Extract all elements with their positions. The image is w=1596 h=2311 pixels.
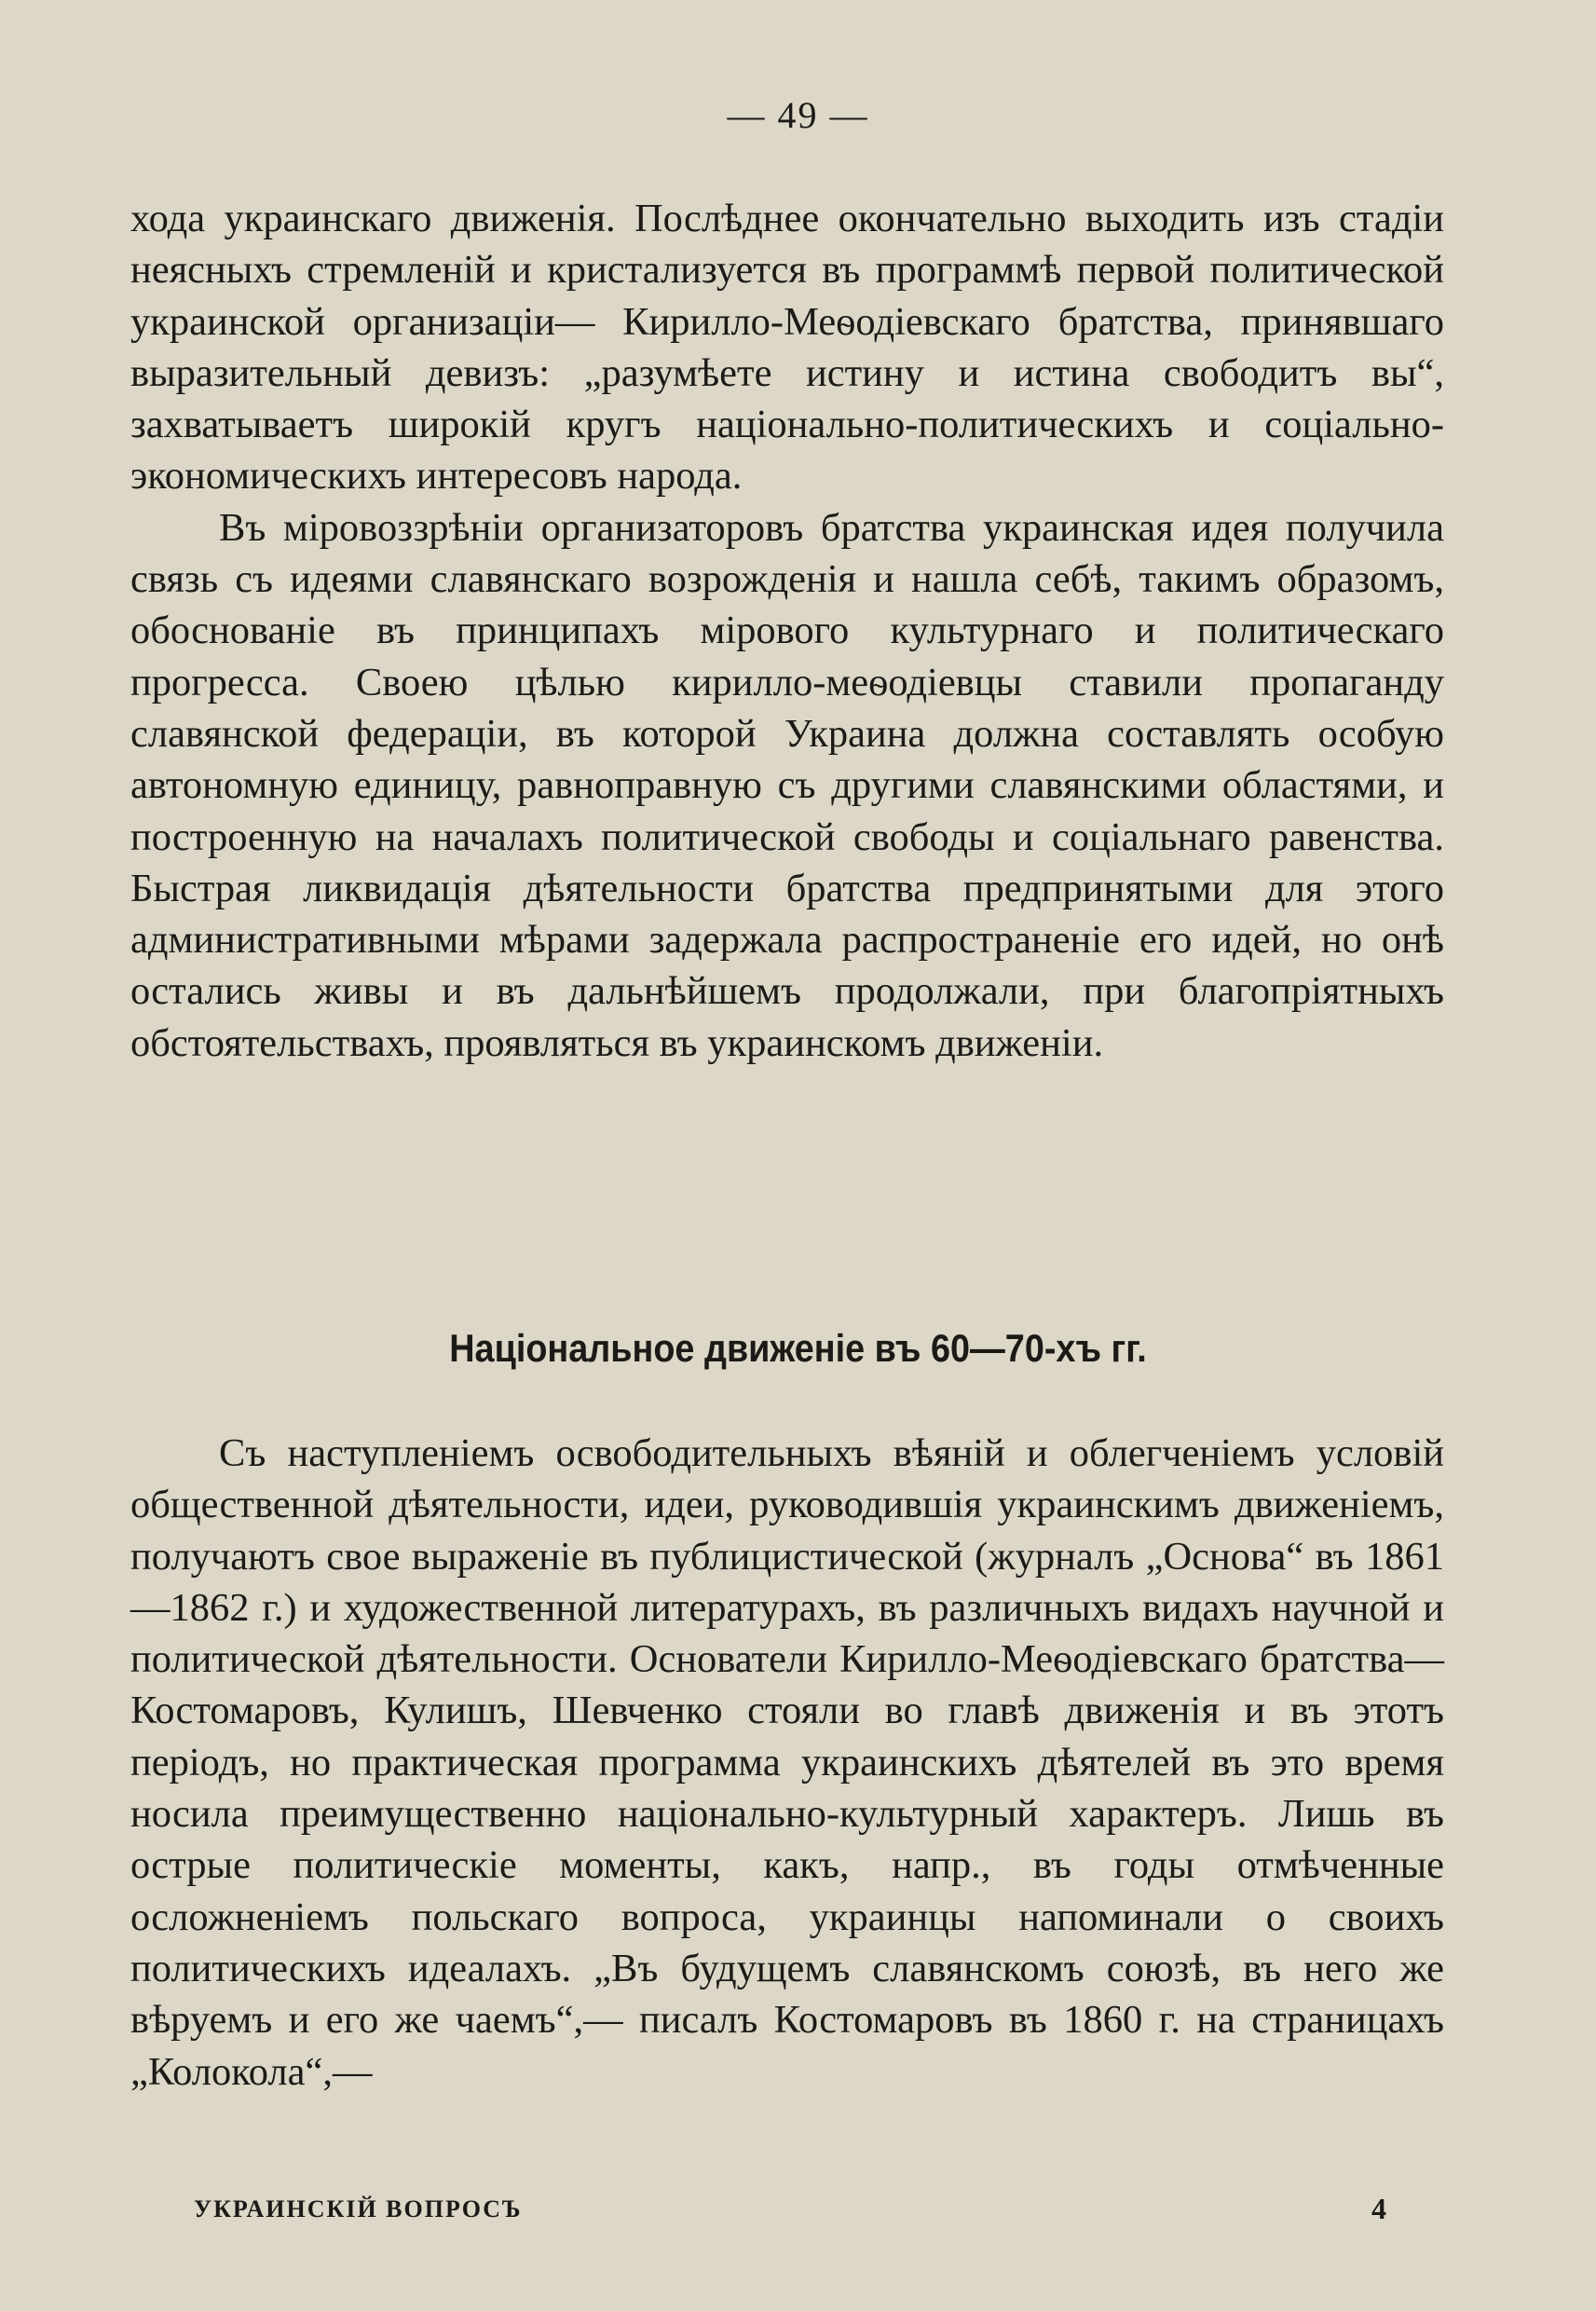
paragraph-1: хода украинскаго движенія. Послѣднее окончательно выходить изъ стадіи неясныхъ стремленій и кристализуется въ программѣ первой политической украинской организаціи— Кирилло-Меѳодіевскаго братства, принявшаго выразительный девизъ: „разумѣете истину и истина свободитъ вы“, захватываетъ широкій кругъ національно-политическихъ и соціально-экономическихъ интересовъ народа.: [130, 197, 1444, 499]
section-title: Національное движеніе въ 60—70-хъ гг.: [449, 1326, 1147, 1370]
paragraph-2: Въ міровоззрѣніи организаторовъ братства украинская идея получила связь съ идеями славянскаго возрожденія и нашла себѣ, такимъ образомъ, обоснованіе въ принципахъ мірового культурнаго и политическаго прогресса. Своею цѣлью кирилло-меѳодіевцы ставили пропаганду славянской федераціи, въ которой Украина должна составлять особую автономную единицу, равноправную съ другими славянскими областями, и построенную на началахъ политической свободы и соціальнаго равенства. Быстрая ликвидація дѣятельности братства предпринятыми для этого административными мѣрами задержала распространеніе его идей, но онѣ остались живы и въ дальнѣйшемъ продолжали, при благопріятныхъ обстоятельствахъ, проявляться въ украинскомъ движеніи.: [130, 505, 1444, 1065]
page-number: — 49 —: [727, 94, 869, 136]
footer-book-title: УКРАИНСКІЙ ВОПРОСЪ: [194, 2195, 523, 2222]
paragraph-3: Съ наступленіемъ освободительныхъ вѣяній и облегченіемъ условій общественной дѣятельности, идеи, руководившія украинскимъ движеніемъ, получаютъ свое выраженіе въ публицистической (журналъ „Основа“ въ 1861—1862 г.) и художественной литературахъ, въ различныхъ видахъ научной и политической дѣятельности. Основатели Кирилло-Меѳодіевскаго братства—Костомаровъ, Кулишъ, Шевченко стояли во главѣ движенія и въ этотъ періодъ, но практическая программа украинскихъ дѣятелей въ это время носила преимущественно національно-культурный характеръ. Лишь въ острые политическіе моменты, какъ, напр., въ годы отмѣченные осложненіемъ польскаго вопроса, украинцы напоминали о своихъ политическихъ идеалахъ. „Въ будущемъ славянскомъ союзѣ, въ него же вѣруемъ и его же чаемъ“,— писалъ Костомаровъ въ 1860 г. на страницахъ „Колокола“,—: [130, 1431, 1444, 2094]
text-block-top: [130, 193, 1444, 1069]
text-block-bottom: [130, 1428, 1444, 2098]
signature-mark: 4: [1371, 2192, 1386, 2225]
